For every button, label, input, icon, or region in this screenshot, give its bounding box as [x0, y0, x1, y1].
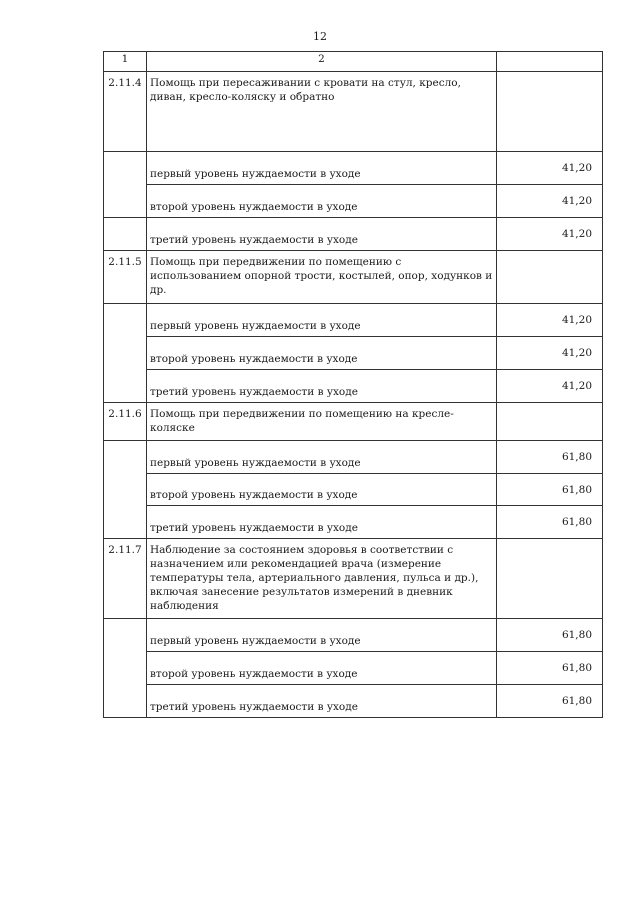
code-cell-empty: [104, 370, 147, 403]
level-label: первый уровень нуждаемости в уходе: [147, 304, 497, 337]
level-price: 61,80: [497, 619, 603, 652]
service-price-empty: [497, 539, 603, 619]
service-code: 2.11.4: [104, 72, 147, 152]
level-row: [104, 441, 603, 474]
level-price: 41,20: [497, 304, 603, 337]
column-header-3: [497, 52, 603, 72]
code-cell-empty: [104, 506, 147, 539]
level-row: [104, 506, 603, 539]
service-price-empty: [497, 72, 603, 152]
service-price-empty: [497, 403, 603, 441]
service-row: [104, 539, 603, 619]
level-label: третий уровень нуждаемости в уходе: [147, 218, 497, 251]
code-cell-empty: [104, 652, 147, 685]
level-row: [104, 185, 603, 218]
level-row: [104, 337, 603, 370]
level-label: второй уровень нуждаемости в уходе: [147, 474, 497, 506]
level-label: второй уровень нуждаемости в уходе: [147, 652, 497, 685]
level-price: 61,80: [497, 474, 603, 506]
column-header-1: 1: [104, 52, 147, 72]
code-cell-empty: [104, 185, 147, 218]
level-price: 61,80: [497, 441, 603, 474]
code-cell-empty: [104, 152, 147, 185]
level-row: [104, 152, 603, 185]
code-cell-empty: [104, 337, 147, 370]
column-header-2: 2: [147, 52, 497, 72]
level-price: 61,80: [497, 685, 603, 718]
service-row: [104, 72, 603, 152]
level-row: [104, 652, 603, 685]
level-row: [104, 218, 603, 251]
level-label: третий уровень нуждаемости в уходе: [147, 370, 497, 403]
service-title: Помощь при пересаживании с кровати на стул, кресло, диван, кресло-коляску и обратно: [147, 72, 497, 152]
service-title: Помощь при передвижении по помещению на кресле-коляске: [147, 403, 497, 441]
level-price: 41,20: [497, 370, 603, 403]
level-row: [104, 685, 603, 718]
level-label: третий уровень нуждаемости в уходе: [147, 506, 497, 539]
level-label: третий уровень нуждаемости в уходе: [147, 685, 497, 718]
level-label: первый уровень нуждаемости в уходе: [147, 619, 497, 652]
services-table: [103, 51, 603, 718]
code-cell-empty: [104, 218, 147, 251]
service-row: [104, 403, 603, 441]
level-price: 41,20: [497, 218, 603, 251]
service-title: Наблюдение за состоянием здоровья в соответствии с назначением или рекомендацией врача (измерение температуры тела, артериального давления, пульса и др.), включая занесение результатов измерений в дневник наблюдения: [147, 539, 497, 619]
level-label: второй уровень нуждаемости в уходе: [147, 185, 497, 218]
code-cell-empty: [104, 304, 147, 337]
service-code: 2.11.6: [104, 403, 147, 441]
code-cell-empty: [104, 474, 147, 506]
code-cell-empty: [104, 685, 147, 718]
level-price: 61,80: [497, 506, 603, 539]
level-price: 41,20: [497, 337, 603, 370]
level-row: [104, 370, 603, 403]
level-row: [104, 304, 603, 337]
level-label: первый уровень нуждаемости в уходе: [147, 152, 497, 185]
level-price: 41,20: [497, 185, 603, 218]
service-code: 2.11.7: [104, 539, 147, 619]
service-price-empty: [497, 251, 603, 304]
level-price: 61,80: [497, 652, 603, 685]
service-code: 2.11.5: [104, 251, 147, 304]
service-title: Помощь при передвижении по помещению с использованием опорной трости, костылей, опор, ходунков и др.: [147, 251, 497, 304]
level-label: второй уровень нуждаемости в уходе: [147, 337, 497, 370]
level-label: первый уровень нуждаемости в уходе: [147, 441, 497, 474]
level-price: 41,20: [497, 152, 603, 185]
code-cell-empty: [104, 619, 147, 652]
level-row: [104, 474, 603, 506]
service-row: [104, 251, 603, 304]
code-cell-empty: [104, 441, 147, 474]
page-number: 12: [313, 30, 327, 43]
table-header-row: [104, 52, 603, 72]
level-row: [104, 619, 603, 652]
